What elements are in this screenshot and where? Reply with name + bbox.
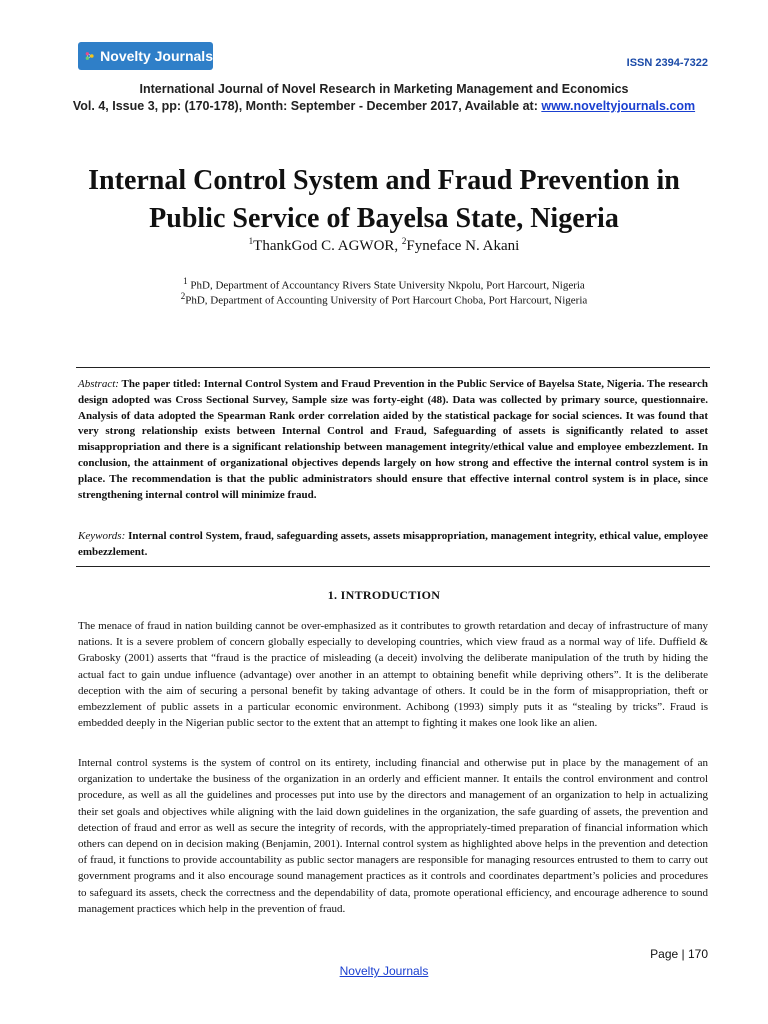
issn-number: ISSN 2394-7322 — [626, 57, 708, 69]
author-2-name: Fyneface N. Akani — [406, 238, 520, 254]
affiliation-2-text: PhD, Department of Accounting University of Port Harcourt Choba, Port Harcourt, Nigeria — [185, 294, 588, 307]
footer-publisher-link[interactable]: Novelty Journals — [339, 964, 429, 978]
affiliation-2-sup: 2 — [180, 291, 186, 301]
page-number: Page | 170 — [650, 947, 708, 961]
journal-website-link[interactable]: www.noveltyjournals.com — [541, 99, 696, 113]
paper-title: Internal Control System and Fraud Prevention in Public Service of Bayelsa State, Nigeria — [88, 164, 680, 234]
keywords-text: Internal control System, fraud, safeguarding assets, assets misappropriation, management integrity, ethical value, employee embezzlement. — [78, 530, 708, 558]
affiliation-1 — [0, 276, 768, 292]
volume-info: Vol. 4, Issue 3, pp: (170-178), Month: September - December 2017, Available at: — [72, 99, 542, 113]
volume-info-line — [0, 99, 768, 113]
abstract-top-rule — [76, 367, 710, 368]
abstract-bottom-rule — [76, 566, 710, 567]
affiliation-1-sup: 1 — [183, 276, 188, 286]
abstract-text: The paper titled: Internal Control System and Fraud Prevention in the Public Service of Bayelsa State, Nigeria. The research design adopted was Cross Sectional Survey, Sample size was forty-eight (48). Data was collected by primary source, questionnaire. Analysis of data adopted the Spearman Rank order correlation aided by the statistical package for social sciences. It was found that very strong relationship exists between Internal Control and Fraud, Safeguarding of assets is significantly related to asset misappropriation and there is a significant relationship between management integrity/ethical value and employee embezzlement. In conclusion, the attainment of organizational objectives depends largely on how strong and effective the internal control system is in place. The recommendation is that the public administrators should ensure that effective internal control system is in place, since strengthening internal control will minimize fraud. — [78, 378, 708, 501]
keywords-block — [78, 529, 708, 561]
intro-paragraph-2: Internal control systems is the system of control on its entirety, including financial and otherwise put in place by the management of an organization to undertake the business of the organization in an orderly and efficient manner. It entails the control environment and control procedure, as well as all the guidelines and processes put into use by the directors and management of an organization to help in actualizing their set goals and objectives while aligning with the laid down guidelines in the organization, the safe guarding of assets, the prevention and detection of fraud and error as well as secure the integrity of records, with the appropriately-timed preparation of financial information which others can depend on in decision making (Benjamin, 2001). Internal control system as highlighted above helps in the prevention and detection of fraud, it functions to provide accountability as public sector managers are responsible for managing resources entrusted to them to carry out government programs and it also encourage sound management practices as it controls and coordinates department’s policies and procedures to safeguard its assets, check the correctness and the dependability of data, promote operational efficiency, and encourage adherence to sound management practices which help in the prevention of fraud. — [78, 757, 708, 915]
keywords-label: Keywords: — [78, 530, 126, 542]
abstract-label: Abstract: — [78, 378, 119, 390]
affiliation-1-text: PhD, Department of Accountancy Rivers State University Nkpolu, Port Harcourt, Nigeria — [187, 279, 585, 292]
author-2-sup: 2 — [401, 236, 407, 246]
logo-text: Novelty Journals — [100, 48, 213, 64]
journal-name: International Journal of Novel Research in Marketing Management and Economics — [139, 82, 629, 96]
section-heading-introduction: 1. INTRODUCTION — [327, 588, 441, 602]
author-1-name: ThankGod C. AGWOR, — [253, 238, 402, 254]
affiliation-2 — [0, 291, 768, 307]
journal-logo[interactable] — [78, 42, 213, 70]
intro-paragraph-1: The menace of fraud in nation building cannot be over-emphasized as it contributes to growth retardation and decay of infrastructure of many nations. It is a severe problem of concern globally especially to developing countries, which view fraud as a normal way of life. Duffield & Grabosky (2001) asserts that “fraud is the practice of misleading (a deceit) involving the deliberate manipulation of the truth by hiding the actual fact to gain undue influence (advantage) over another in an attempt to obtaining benefit while depriving others”. It is the deliberate deception with the aim of securing a personal benefit by taking advantage of others. It could be in the form of misappropriation, theft or embezzlement of public assets in a particular economic environment. Achibong (1993) simply puts it as “stealing by tricks”. Fraud is embedded deeply in the Nigerian public sector to the extent that an attempt to fighting it makes one look like an alien. — [78, 620, 708, 730]
abstract-block — [78, 377, 708, 503]
author-1-sup: 1 — [248, 236, 254, 246]
molecule-icon — [84, 46, 95, 66]
authors-line — [0, 236, 768, 255]
